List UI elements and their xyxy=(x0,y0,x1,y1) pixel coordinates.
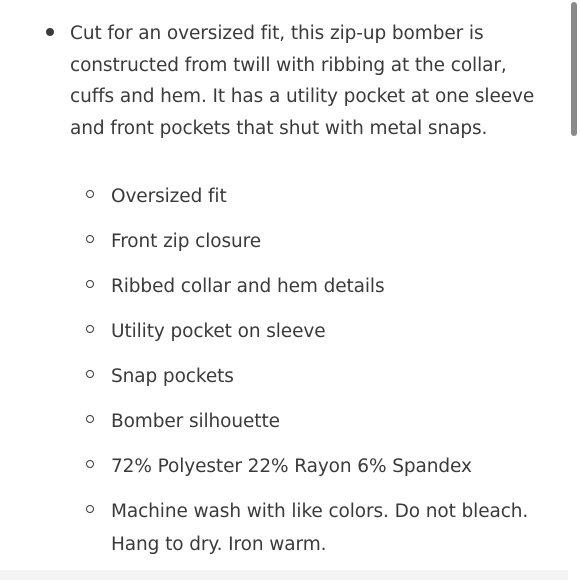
feature-text: 72% Polyester 22% Rayon 6% Spandex xyxy=(111,456,472,477)
hollow-bullet-icon xyxy=(86,280,94,288)
feature-text: Ribbed collar and hem details xyxy=(111,276,385,297)
vertical-scrollbar[interactable] xyxy=(568,0,580,580)
feature-text: Oversized fit xyxy=(111,186,227,207)
description-paragraph: Cut for an oversized fit, this zip-up bomber is constructed from twill with ribbing at the collar, cuffs and hem. It has a utility pocket at one sleeve and front pockets that shut with metal snaps. xyxy=(70,23,535,139)
hollow-bullet-icon xyxy=(86,415,94,423)
bottom-edge xyxy=(0,570,568,580)
main-bullet-dot xyxy=(46,28,54,36)
feature-text: Front zip closure xyxy=(111,231,262,252)
feature-text: Utility pocket on sleeve xyxy=(111,321,326,342)
hollow-bullet-icon xyxy=(86,505,94,513)
hollow-bullet-icon xyxy=(86,325,94,333)
scrollbar-thumb[interactable] xyxy=(571,2,577,136)
feature-text: Machine wash with like colors. Do not bleach. Hang to dry. Iron warm. xyxy=(111,501,529,555)
hollow-bullet-icon xyxy=(86,460,94,468)
hollow-bullet-icon xyxy=(86,235,94,243)
hollow-bullet-icon xyxy=(86,190,94,198)
hollow-bullet-icon xyxy=(86,370,94,378)
feature-text: Snap pockets xyxy=(111,366,234,387)
feature-text: Bomber silhouette xyxy=(111,411,280,432)
